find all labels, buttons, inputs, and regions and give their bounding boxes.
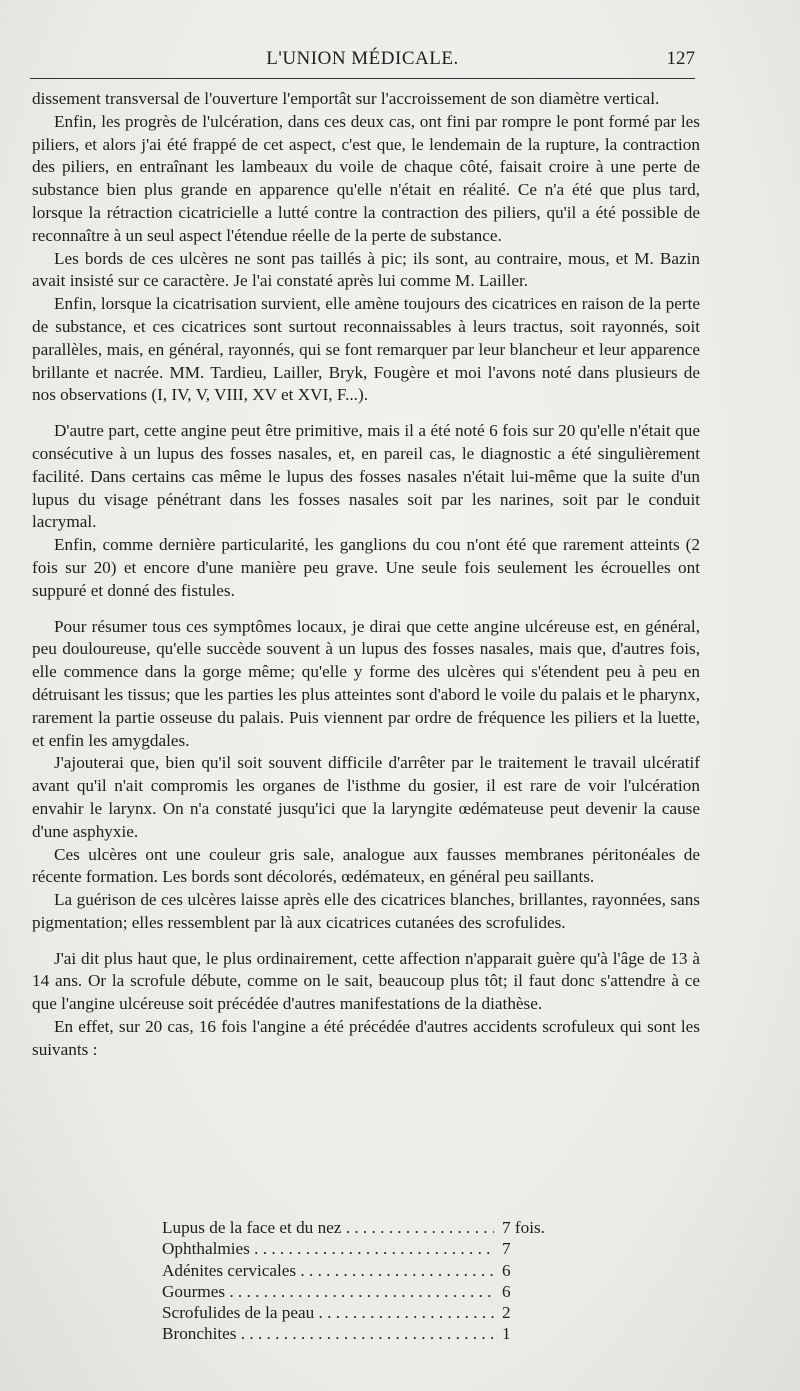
- paragraph: Les bords de ces ulcères ne sont pas taillés à pic; ils sont, au contraire, mous, et M. Bazin avait insisté sur ce caractère. Je l'ai constaté après lui comme M. Lailler.: [32, 248, 700, 291]
- list-item-label: Adénites cervicales . . .: [162, 1260, 494, 1281]
- paragraph: Enfin, comme dernière particularité, les ganglions du cou n'ont été que rarement atteints (2 fois sur 20) et encore d'une manière peu grave. Une seule fois seulement les écrouelles ont suppuré et donné des fistules.: [32, 535, 700, 600]
- list-item: [162, 1281, 562, 1302]
- list-item-label: Ophthalmies . . .: [162, 1238, 494, 1259]
- list-item: [162, 1260, 562, 1281]
- list-item: [162, 1217, 562, 1238]
- page-header: [30, 40, 695, 70]
- paragraph: Enfin, les progrès de l'ulcération, dans ces deux cas, ont fini par rompre le pont formé par les piliers, et alors j'ai été frappé de cet aspect, c'est que, le lendemain de la rupture, la contraction des piliers, en entraînant les lambeaux du voile de chaque côté, faisait croire à une perte de substance bien plus grande en apparence qu'elle n'était en réalité. Ce n'a été que plus tard, lorsque la rétraction cicatricielle a lutté contre la contraction des piliers, qu'il a été possible de reconnaître à un seul aspect l'étendue réelle de la perte de substance.: [32, 111, 700, 245]
- paragraph: Ces ulcères ont une couleur gris sale, analogue aux fausses membranes péritonéales de récente formation. Les bords sont décolorés, œdémateux, en général peu saillants.: [32, 844, 700, 887]
- paragraph: dissement transversal de l'ouverture l'emportât sur l'accroissement de son diamètre vertical.: [32, 89, 660, 108]
- list-item-label: Lupus de la face et du nez . . .: [162, 1217, 494, 1238]
- body-text: [32, 88, 700, 1062]
- list-item-count: 6: [502, 1260, 511, 1280]
- paragraph: Pour résumer tous ces symptômes locaux, je dirai que cette angine ulcéreuse est, en général, peu douloureuse, qu'elle succède souvent à un lupus des fosses nasales, mais que, d'autres fois, elle commence dans la gorge même; qu'elle y forme des ulcères qui s'étendent peu à peu en détruisant les tissus; que les parties les plus atteintes sont d'abord le voile du palais et le pharynx, rarement la partie osseuse du palais. Puis viennent par ordre de fréquence les piliers et la luette, et enfin les amygdales.: [32, 616, 700, 750]
- list-item-count: 1: [502, 1324, 511, 1344]
- list-item: [162, 1238, 562, 1259]
- list-item-count: 6: [502, 1281, 511, 1301]
- header-rule: [30, 78, 695, 79]
- list-item-count: 7 fois.: [502, 1218, 545, 1237]
- paragraph: En effet, sur 20 cas, 16 fois l'angine a été précédée d'autres accidents scrofuleux qui sont les suivants :: [32, 1017, 700, 1059]
- page-number: 127: [666, 48, 695, 69]
- list-item: [162, 1323, 562, 1344]
- paragraph: J'ajouterai que, bien qu'il soit souvent difficile d'arrêter par le traitement le travail ulcératif avant qu'il n'ait compromis les organes de l'isthme du gosier, il est rare de voir l'ulcération envahir le larynx. On n'a constaté jusqu'ici que la laryngite œdémateuse peut devenir la cause d'une asphyxie.: [32, 753, 700, 841]
- list-item: [162, 1302, 562, 1323]
- paragraph: Enfin, lorsque la cicatrisation survient, elle amène toujours des cicatrices en raison de la perte de substance, et ces cicatrices sont surtout reconnaissables à leurs tractus, soit rayonnés, soit parallèles, mais, en général, rayonnés, qui se font remarquer par leur blancheur et leur apparence brillante et nacrée. MM. Tardieu, Lailler, Bryk, Fougère et moi l'avons noté dans plusieurs de nos observations (I, IV, V, VIII, XV et XVI, F...).: [32, 294, 700, 405]
- symptom-list: [162, 1217, 562, 1345]
- list-item-label: Gourmes . . .: [162, 1281, 494, 1302]
- paragraph: D'autre part, cette angine peut être primitive, mais il a été noté 6 fois sur 20 qu'elle n'était que consécutive à un lupus des fosses nasales, et, en pareil cas, le diagnostic a été singulièrement facilité. Dans certains cas même le lupus des fosses nasales n'était lui-même que la suite d'un lupus du visage pénétrant dans les fosses nasales soit par les narines, soit par le conduit lacrymal.: [32, 421, 700, 532]
- list-item-label: Scrofulides de la peau . . .: [162, 1302, 494, 1323]
- list-item-count: 7: [502, 1239, 511, 1259]
- list-item-count: 2: [502, 1303, 511, 1323]
- list-item-label: Bronchites . . .: [162, 1323, 494, 1344]
- paragraph: J'ai dit plus haut que, le plus ordinairement, cette affection n'apparait guère qu'à l'âge de 13 à 14 ans. Or la scrofule débute, comme on le sait, beaucoup plus tôt; il faut donc s'attendre à ce que l'angine ulcéreuse soit précédée d'autres manifestations de la diathèse.: [32, 948, 700, 1014]
- running-head: L'UNION MÉDICALE.: [266, 48, 459, 69]
- paragraph: La guérison de ces ulcères laisse après elle des cicatrices blanches, brillantes, rayonnées, sans pigmentation; elles ressemblent par là aux cicatrices cutanées des scrofulides.: [32, 890, 700, 932]
